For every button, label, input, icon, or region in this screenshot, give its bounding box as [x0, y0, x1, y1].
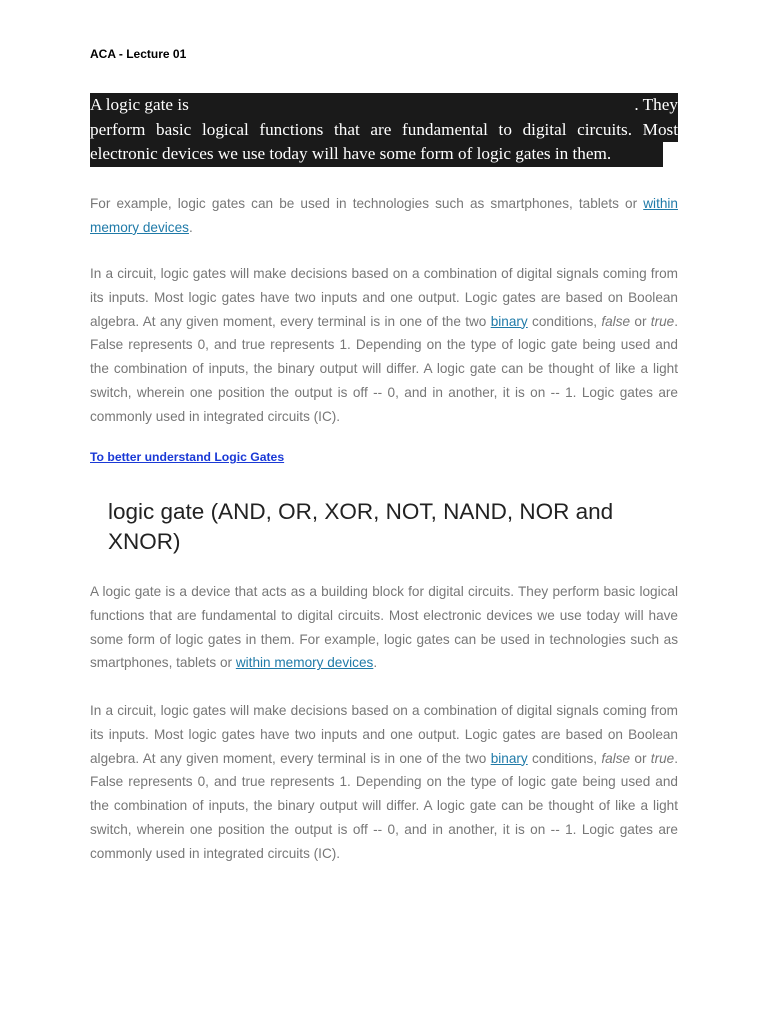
lead-line-1-end: . They	[634, 95, 678, 114]
highlighted-lead-paragraph	[90, 93, 678, 167]
circuit-paragraph	[90, 262, 678, 429]
definition-text: A logic gate is a device that acts as a building block for digital circuits. They perform basic logical functions that are fundamental to digital circuits. Most electronic devices we use today will have some form of logic gates in them. For example, logic gates can be used in technologies such as smartphones, tablets or	[90, 584, 678, 671]
section-title: logic gate (AND, OR, XOR, NOT, NAND, NOR and XNOR)	[108, 499, 614, 554]
binary-link-2[interactable]: binary	[490, 750, 528, 766]
lead-line-2: perform basic logical functions that are fundamental to digital circuits. Most	[90, 118, 678, 143]
example-text: For example, logic gates can be used in technologies such as smartphones, tablets or	[90, 196, 644, 211]
understand-logic-gates-link[interactable]: To better understand Logic Gates	[90, 450, 285, 464]
lead-line-3: electronic devices we use today will have some form of logic gates in them.	[90, 142, 663, 167]
circuit-text-2: conditions,	[527, 313, 602, 329]
false-word-2: false	[601, 750, 631, 766]
binary-link[interactable]: binary	[490, 313, 528, 329]
example-paragraph	[90, 192, 678, 240]
true-word-2: true	[650, 750, 675, 766]
circuit-paragraph-2	[90, 699, 678, 866]
memory-devices-link[interactable]: within memory devices	[90, 196, 678, 235]
circuit-text-3: . False represents 0, and true represents 1. Depending on the type of logic gate being used and the combination of inputs, the binary output will differ. A logic gate can be thought of like a light switch, wherein one position the output is off -- 0, and in another, it is on -- 1. Logic gates are commonly used in integrated circuits (IC).	[90, 313, 679, 424]
true-word: true	[650, 313, 675, 329]
memory-devices-link-2[interactable]: within memory devices	[235, 655, 374, 671]
example-end: .	[188, 219, 193, 235]
circuit-text-1: In a circuit, logic gates will make decisions based on a combination of digital signals coming from its inputs. Most logic gates have two inputs and one output. Logic gates are based on Boolean algebra. At any given moment, every terminal is in one of the two	[90, 266, 678, 329]
page-header: ACA - Lecture 01	[90, 47, 187, 61]
circuit2-text-1: In a circuit, logic gates will make decisions based on a combination of digital signals coming from its inputs. Most logic gates have two inputs and one output. Logic gates are based on Boolean algebra. At any given moment, every terminal is in one of the two	[90, 703, 678, 766]
circuit2-text-3: . False represents 0, and true represents 1. Depending on the type of logic gate being used and the combination of inputs, the binary output will differ. A logic gate can be thought of like a light switch, wherein one position the output is off -- 0, and in another, it is on -- 1. Logic gates are commonly used in integrated circuits (IC).	[90, 750, 679, 861]
or-word-2: or	[630, 750, 651, 766]
definition-paragraph	[90, 580, 678, 675]
lead-line-1-start: A logic gate is	[90, 95, 189, 114]
circuit2-text-2: conditions,	[527, 750, 602, 766]
or-word: or	[630, 313, 651, 329]
lead-line-1	[90, 93, 678, 118]
definition-end: .	[373, 655, 378, 671]
false-word: false	[601, 313, 631, 329]
